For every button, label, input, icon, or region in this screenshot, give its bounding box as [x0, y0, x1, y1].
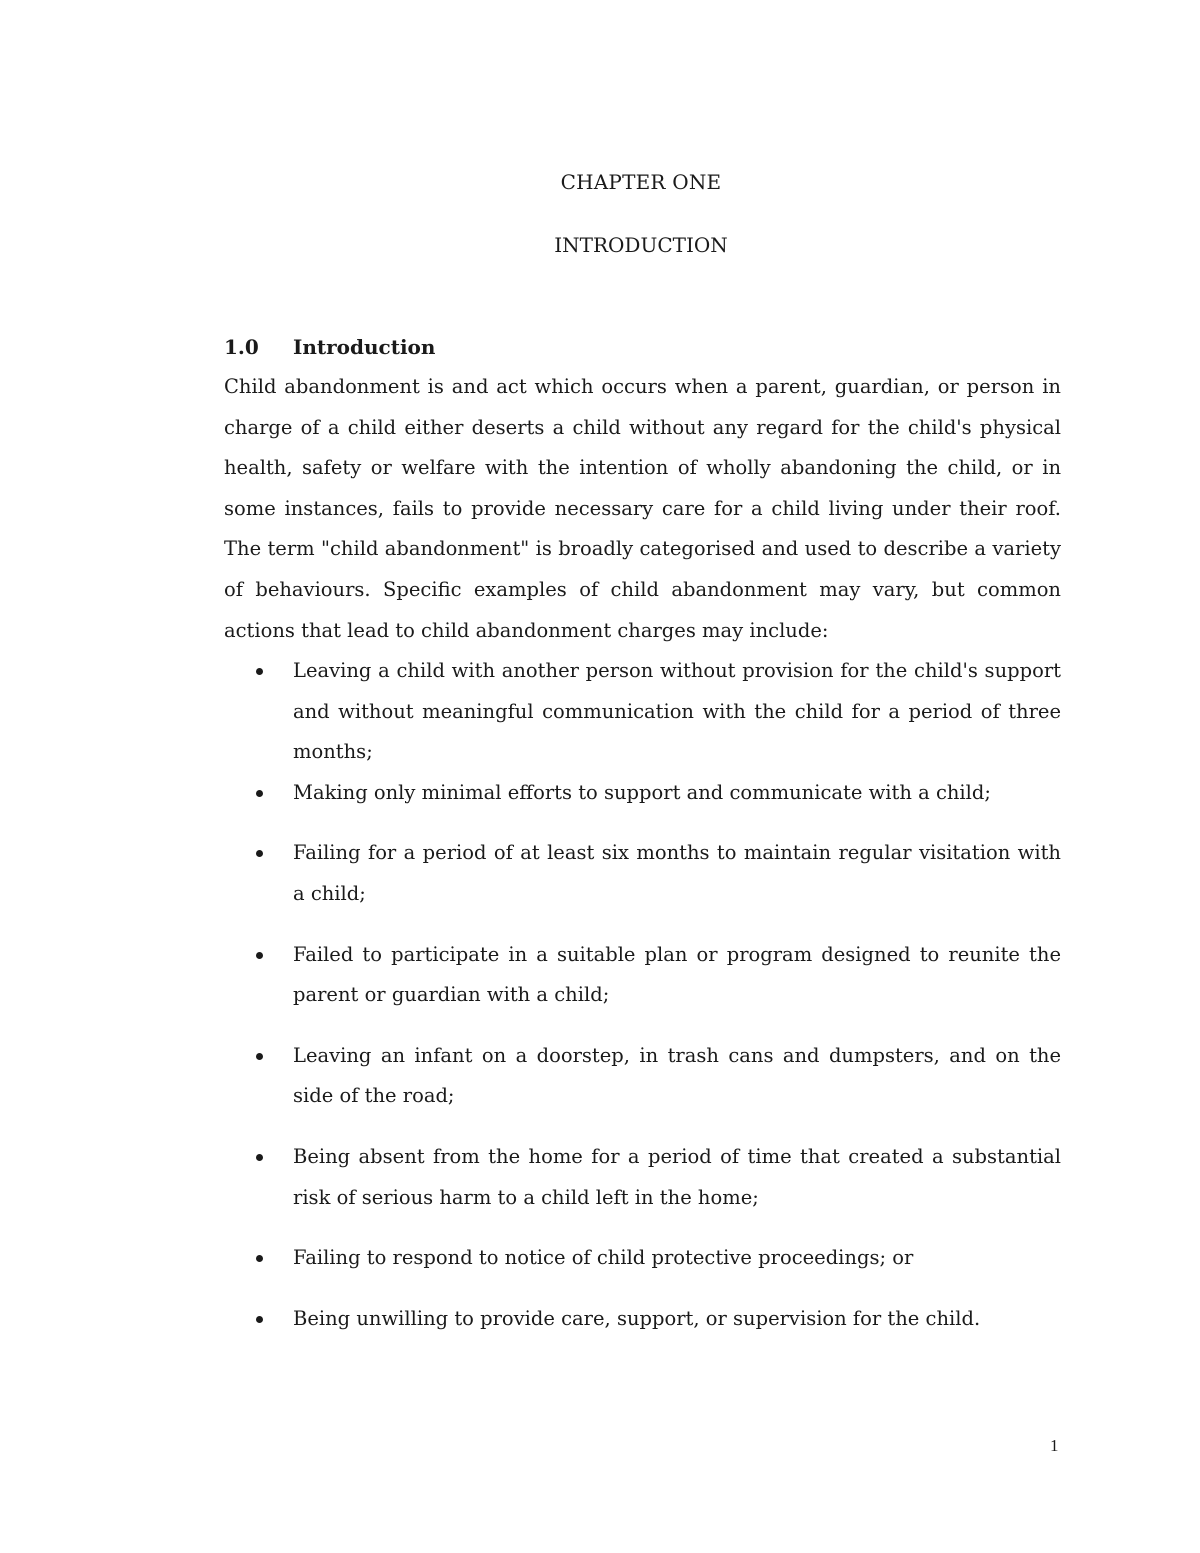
list-item-text: Failing to respond to notice of child protective proceedings; or — [293, 1246, 914, 1270]
list-item — [224, 651, 1061, 773]
list-item — [224, 935, 1061, 1016]
list-item — [224, 1036, 1061, 1117]
bullet-icon — [256, 790, 263, 797]
list-item-text: Making only minimal efforts to support and communicate with a child; — [293, 780, 991, 804]
list-item — [224, 1299, 1061, 1340]
list-item-text: Being absent from the home for a period of time that created a substantial risk of serious harm to a child left in the home; — [293, 1144, 1061, 1209]
list-item — [224, 1238, 1061, 1279]
list-item — [224, 773, 1061, 814]
bullet-icon — [256, 1053, 263, 1060]
list-item — [224, 1137, 1061, 1218]
chapter-title: CHAPTER ONE — [560, 170, 722, 194]
bullet-icon — [256, 668, 263, 675]
section-heading — [224, 335, 435, 359]
chapter-subtitle: INTRODUCTION — [554, 233, 728, 257]
section-heading-text: Introduction — [293, 335, 436, 359]
bullet-list — [224, 651, 1061, 1339]
list-item-text: Leaving a child with another person without provision for the child's support and without meaningful communication with the child for a period of three months; — [293, 659, 1061, 764]
list-item-text: Being unwilling to provide care, support, or supervision for the child. — [293, 1306, 981, 1330]
page-number: 1 — [1050, 1436, 1059, 1455]
bullet-icon — [256, 952, 263, 959]
bullet-icon — [256, 1316, 263, 1323]
bullet-icon — [256, 1255, 263, 1262]
intro-paragraph: Child abandonment is and act which occurs when a parent, guardian, or person in charge of a child either deserts a child without any regard for the child's physical health, safety or welfare with the intention of wholly abandoning the child, or in some instances, fails to provide necessary care for a child living under their roof. The term "child abandonment" is broadly categorised and used to describe a variety of behaviours. Specific examples of child abandonment may vary, but common actions that lead to child abandonment charges may include: — [224, 375, 1061, 642]
section-number: 1.0 — [224, 335, 259, 359]
list-item-text: Failing for a period of at least six months to maintain regular visitation with a child; — [293, 841, 1061, 905]
list-item-text: Failed to participate in a suitable plan or program designed to reunite the parent or guardian with a child; — [293, 942, 1061, 1007]
bullet-icon — [256, 1154, 263, 1161]
bullet-icon — [256, 850, 263, 857]
list-item — [224, 833, 1061, 914]
list-item-text: Leaving an infant on a doorstep, in trash cans and dumpsters, and on the side of the road; — [293, 1043, 1061, 1108]
